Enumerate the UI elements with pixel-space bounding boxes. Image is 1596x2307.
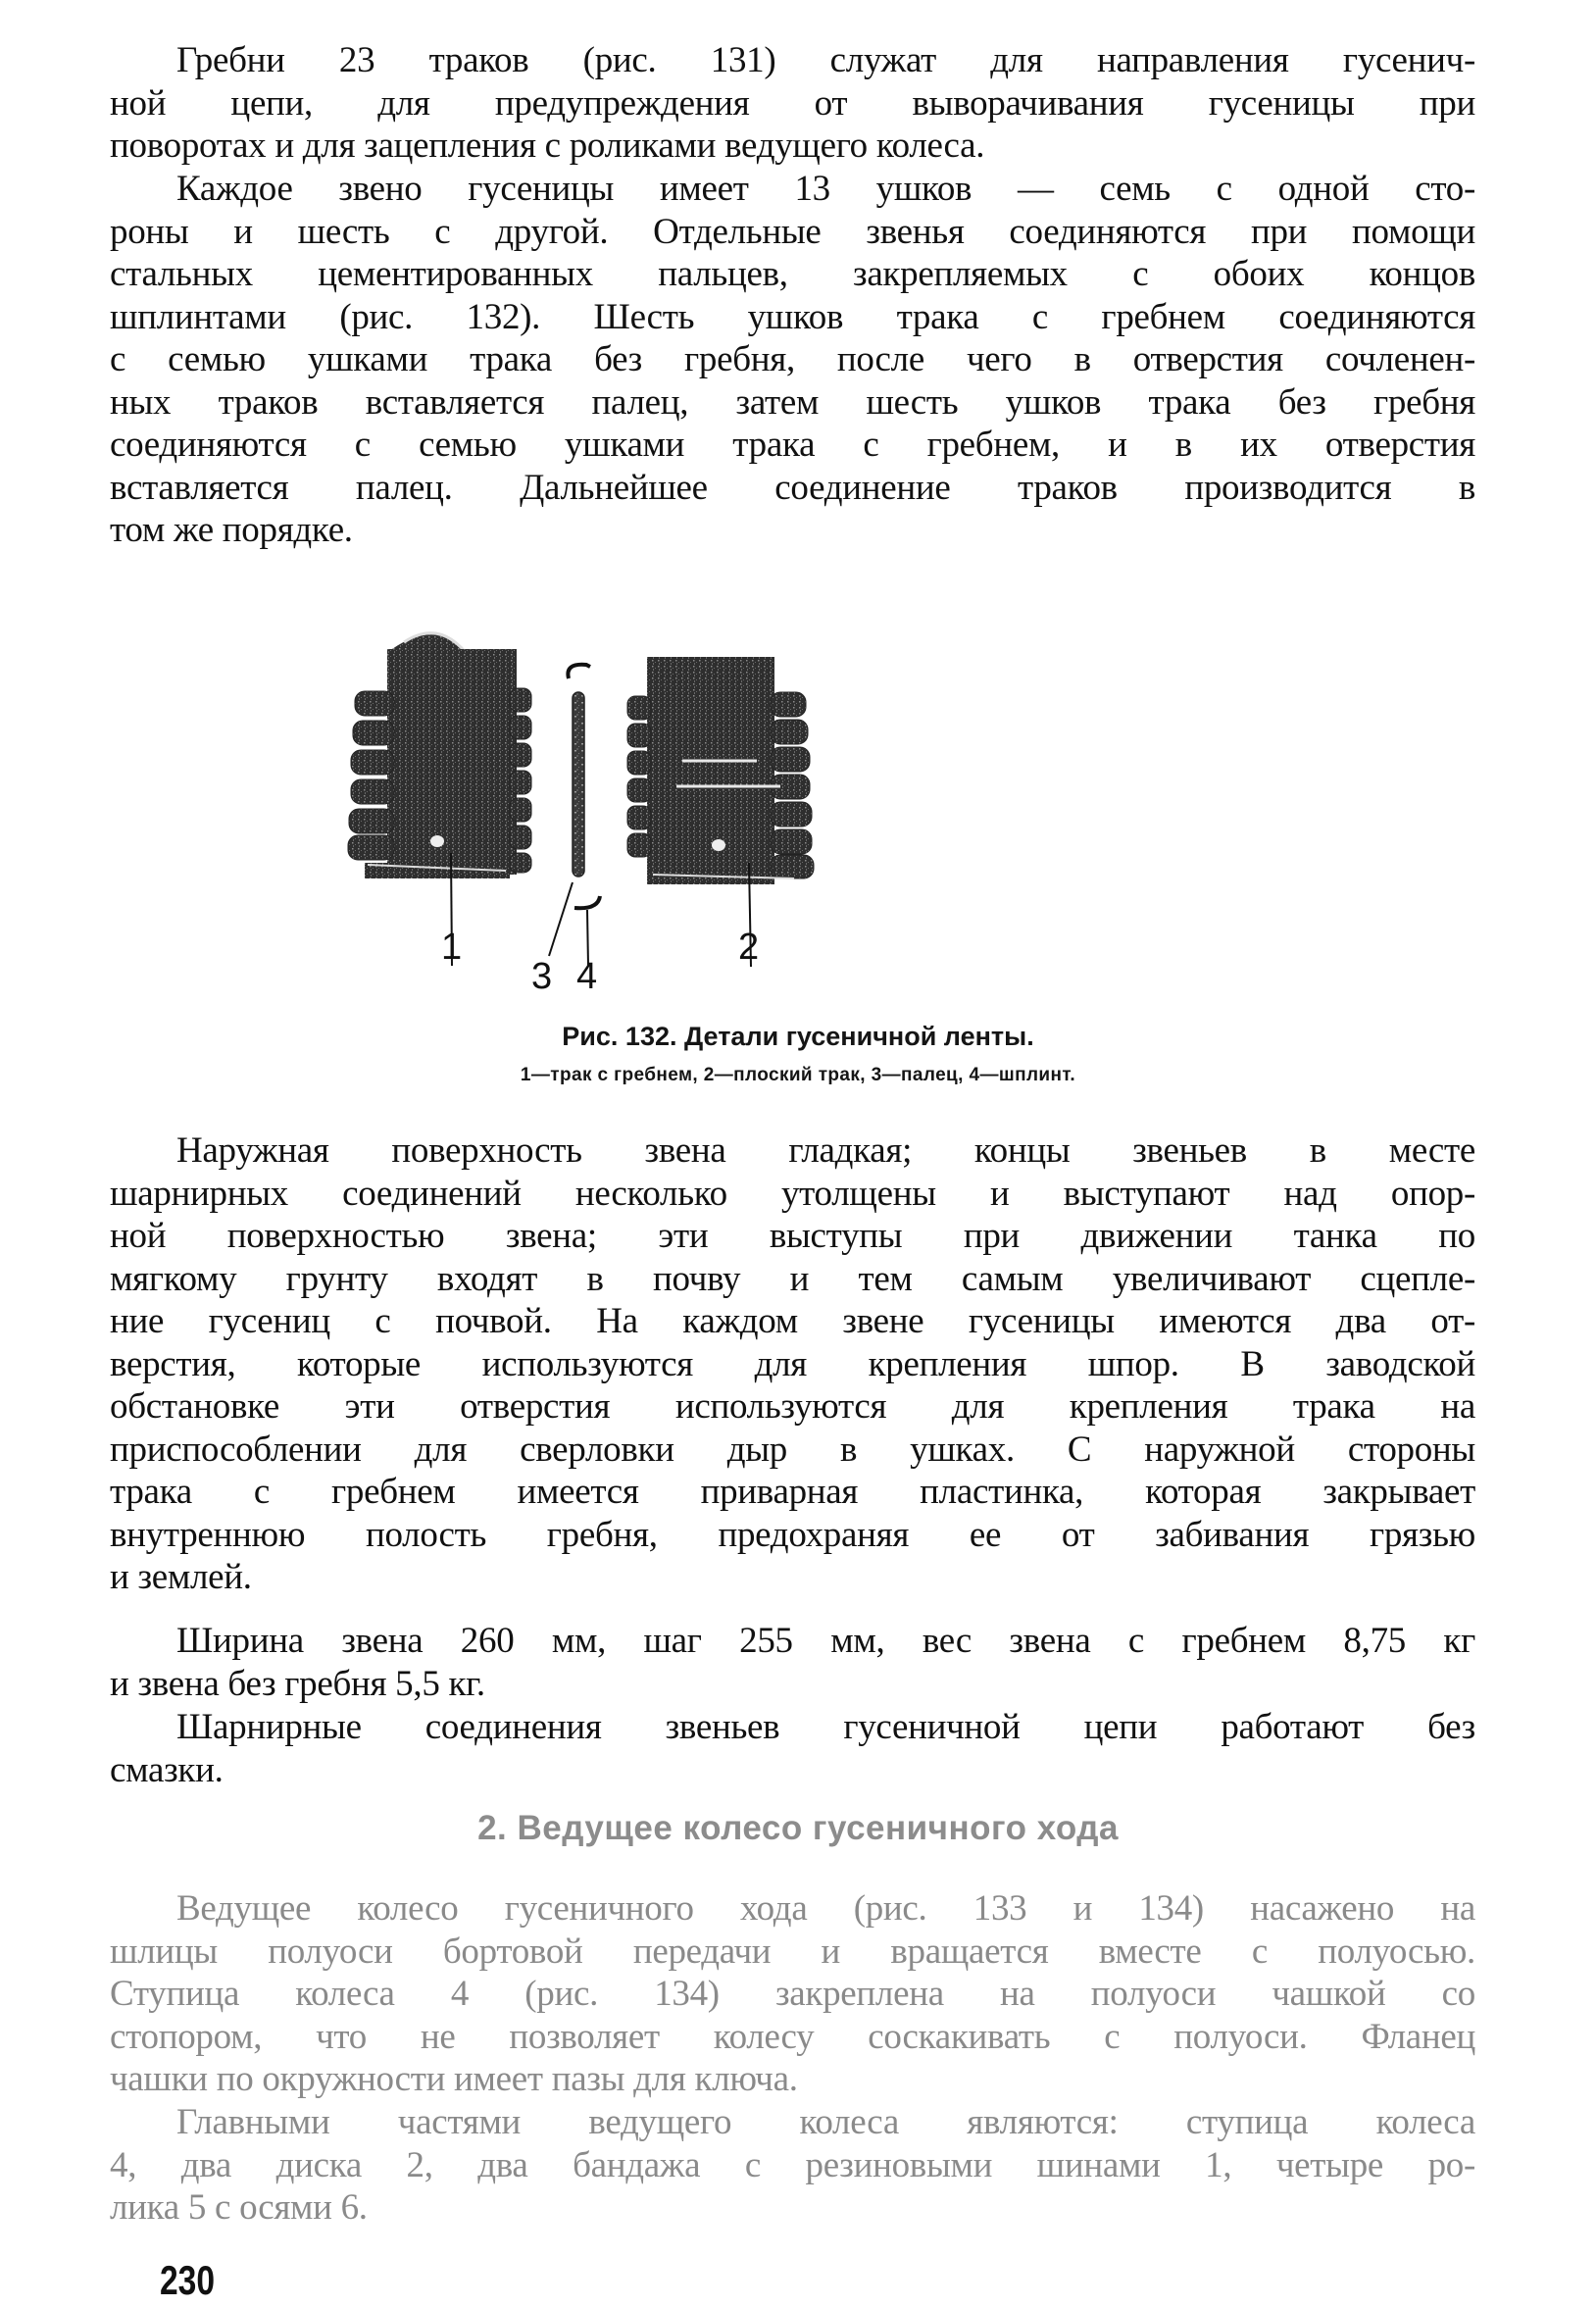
text-line: верстия, которые используются для крепления шпор. В заводской: [110, 1343, 1475, 1384]
paragraph-dimensions: [110, 1620, 1475, 1705]
text-line: и звена без гребня 5,5 кг.: [110, 1663, 485, 1704]
text-line: обстановке эти отверстия используются для крепления трака на: [110, 1386, 1475, 1427]
text-line: том же порядке.: [110, 510, 353, 550]
text-line: Наружная поверхность звена гладкая; концы звеньев в месте: [176, 1130, 1475, 1171]
figure-label-4: 4: [576, 956, 598, 997]
figure-legend: 1—трак с гребнем, 2—плоский трак, 3—палец, 4—шплинт.: [520, 1065, 1076, 1085]
text-line: поворотах и для зацепления с роликами ведущего колеса.: [110, 125, 985, 166]
paragraph-drive-wheel: [110, 1887, 1475, 2101]
text-line: стопором, что не позволяет колесу соскакивать с полуоси. Фланец: [110, 2016, 1475, 2057]
page-number: 230: [160, 2257, 216, 2303]
pin-icon: [549, 692, 584, 956]
text-line: ной цепи, для предупреждения от выворачивания гусеницы при: [110, 82, 1475, 124]
figure-caption: Рис. 132. Детали гусеничной ленты.: [562, 1022, 1034, 1051]
text-line: соединяются с семью ушками трака с гребнем, и в их отверстия: [110, 425, 1475, 465]
text-line: Главными частями ведущего колеса являются: ступица колеса: [176, 2102, 1475, 2142]
text-line: трака с гребнем имеется приварная пластинка, которая закрывает: [110, 1472, 1475, 1512]
text-line: ных траков вставляется палец, затем шесть ушков трака без гребня: [110, 381, 1475, 423]
text-line: чашки по окружности имеет пазы для ключа.: [110, 2059, 798, 2099]
text-line: мягкому грунту входят в почву и тем самым увеличивают сцепле-: [110, 1258, 1475, 1299]
text-line: внутреннюю полость гребня, предохраняя ее от забивания грязью: [110, 1514, 1475, 1555]
figure-label-1: 1: [441, 927, 463, 968]
paragraph-drive-wheel-parts: [110, 2101, 1475, 2230]
track-parts-illustration: [333, 618, 1274, 1029]
text-line: с семью ушками трака без гребня, после чего в отверстия сочленен-: [110, 339, 1475, 379]
text-line: Ступица колеса 4 (рис. 134) закреплена на полуоси чашкой со: [110, 1974, 1475, 2014]
text-line: стальных цементированных пальцев, закрепляемых с обоих концов: [110, 254, 1475, 294]
paragraph-lubrication: [110, 1706, 1475, 1791]
text-line: Ведущее колесо гусеничного хода (рис. 133 и 134) насажено на: [176, 1888, 1475, 1929]
text-line: смазки.: [110, 1749, 224, 1790]
figure-track-parts: [333, 618, 1274, 1029]
text-line: шлицы полуоси бортовой передачи и вращается вместе с полуосью.: [110, 1931, 1475, 1972]
text-line: Ширина звена 260 мм, шаг 255 мм, вес звена с гребнем 8,75 кг: [176, 1621, 1475, 1661]
text-line: Шарнирные соединения звеньев гусеничной цепи работают без: [176, 1707, 1475, 1747]
text-line: 4, два диска 2, два бандажа с резиновыми шинами 1, четыре ро-: [110, 2144, 1475, 2185]
text-line: и землей.: [110, 1557, 252, 1597]
text-line: приспособлении для сверловки дыр в ушках. С наружной стороны: [110, 1429, 1475, 1470]
text-line: шплинтами (рис. 132). Шесть ушков трака с гребнем соединяются: [110, 296, 1475, 337]
text-line: Гребни 23 траков (рис. 131) служат для направления гусенич-: [176, 40, 1475, 80]
text-line: ной поверхностью звена; эти выступы при движении танка по: [110, 1216, 1475, 1256]
text-line: шарнирных соединений несколько утолщены и выступают над опор-: [110, 1173, 1475, 1214]
text-line: ние гусениц с почвой. На каждом звене гусеницы имеются два от-: [110, 1301, 1475, 1341]
paragraph-outer-surface: [110, 1129, 1475, 1599]
figure-label-2: 2: [738, 927, 760, 968]
text-line: Каждое звено гусеницы имеет 13 ушков — семь с одной сто-: [176, 169, 1475, 209]
figure-label-3: 3: [531, 956, 553, 997]
paragraph-track-ridges: [110, 39, 1475, 168]
text-line: роны и шесть с другой. Отдельные звенья соединяются при помощи: [110, 211, 1475, 252]
text-line: лика 5 с осями 6.: [110, 2187, 368, 2228]
flat-track-icon: [627, 657, 814, 967]
paragraph-track-links: [110, 168, 1475, 552]
section-heading: 2. Ведущее колесо гусеничного хода: [477, 1809, 1119, 1847]
text-line: вставляется палец. Дальнейшее соединение траков производится в: [110, 467, 1475, 508]
track-with-ridge-icon: [348, 633, 531, 966]
